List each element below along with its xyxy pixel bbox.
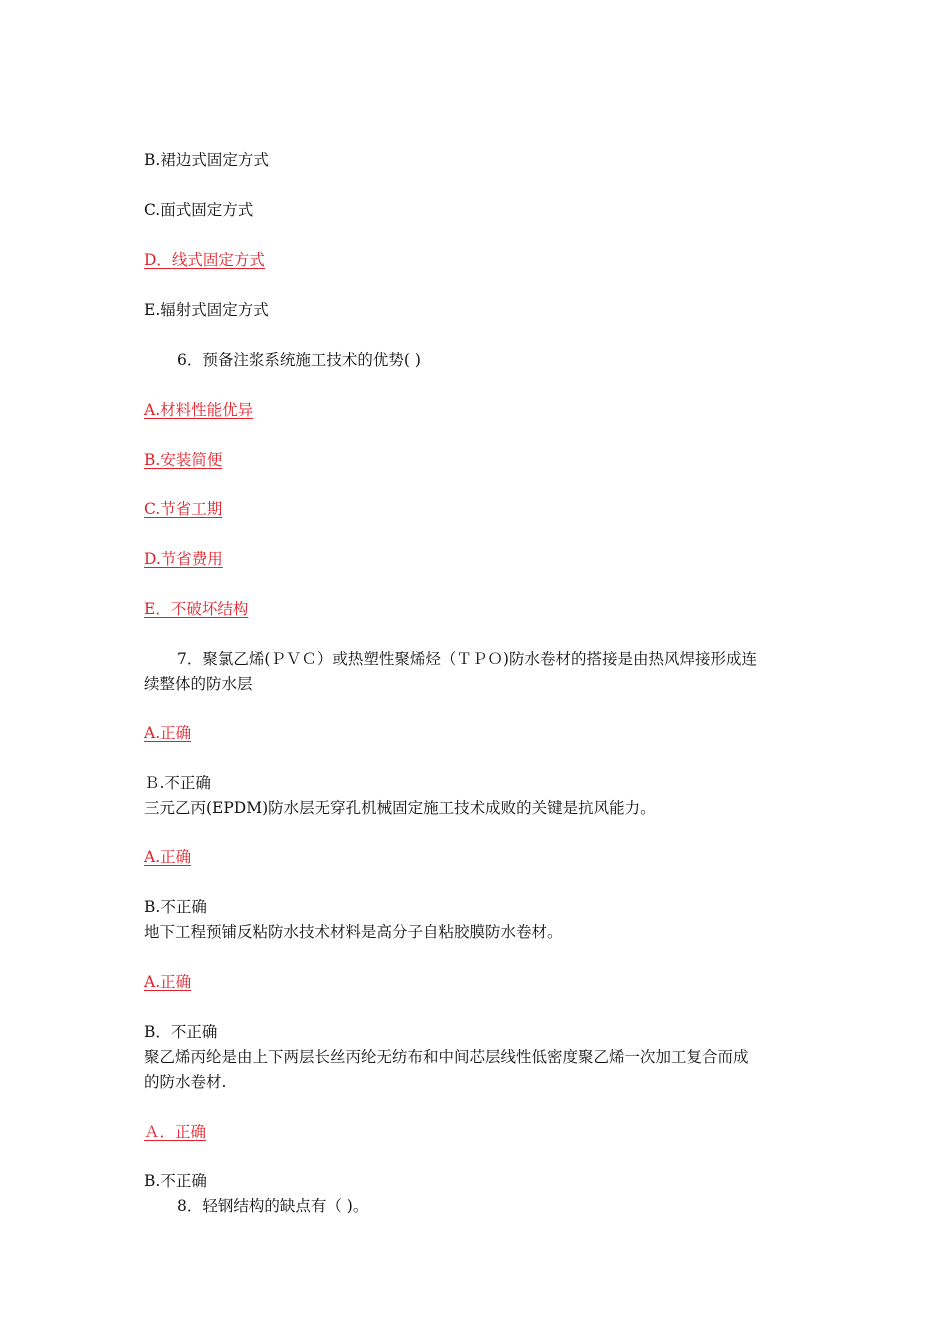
question-polypropylene-line-1: 聚乙烯丙纶是由上下两层长丝丙纶无纺布和中间芯层线性低密度聚乙烯一次加工复合而成 xyxy=(144,1048,749,1066)
answer-7a: A.正确 xyxy=(144,724,192,742)
answer-polypropylene-a: Ａ．正确 xyxy=(144,1123,207,1141)
answer-6b: B.安装简便 xyxy=(144,451,223,469)
option-e-radial-fixing: E.辐射式固定方式 xyxy=(144,301,269,319)
question-polypropylene-line-2: 的防水卷材. xyxy=(144,1073,227,1091)
option-b-skirt-fixing: B.裙边式固定方式 xyxy=(144,151,269,169)
question-7-line-2: 续整体的防水层 xyxy=(144,675,253,693)
option-7b: Ｂ.不正确 xyxy=(144,774,211,792)
answer-epdm-a: A.正确 xyxy=(144,848,192,866)
option-epdm-b: B.不正确 xyxy=(144,898,207,916)
question-6: 6．预备注浆系统施工技术的优势( ) xyxy=(177,351,421,369)
question-pre-laid: 地下工程预铺反粘防水技术材料是高分子自粘胶膜防水卷材。 xyxy=(144,923,563,941)
answer-6e: E．不破坏结构 xyxy=(144,600,249,618)
question-epdm: 三元乙丙(EPDM)防水层无穿孔机械固定施工技术成败的关键是抗风能力。 xyxy=(144,799,656,817)
answer-6c: C.节省工期 xyxy=(144,500,223,518)
question-8: 8．轻钢结构的缺点有（ )。 xyxy=(177,1197,369,1215)
option-pre-laid-b: B．不正确 xyxy=(144,1023,218,1041)
option-polypropylene-b: B.不正确 xyxy=(144,1172,207,1190)
option-c-surface-fixing: C.面式固定方式 xyxy=(144,201,254,219)
answer-pre-laid-a: A.正确 xyxy=(144,973,192,991)
answer-6a: A.材料性能优异 xyxy=(144,401,254,419)
answer-d-linear-fixing: D．线式固定方式 xyxy=(144,251,265,269)
answer-6d: D.节省费用 xyxy=(144,550,223,568)
question-7-line-1: 7．聚氯乙烯(ＰＶＣ）或热塑性聚烯烃（ＴＰＯ)防水卷材的搭接是由热风焊接形成连 xyxy=(177,650,757,668)
